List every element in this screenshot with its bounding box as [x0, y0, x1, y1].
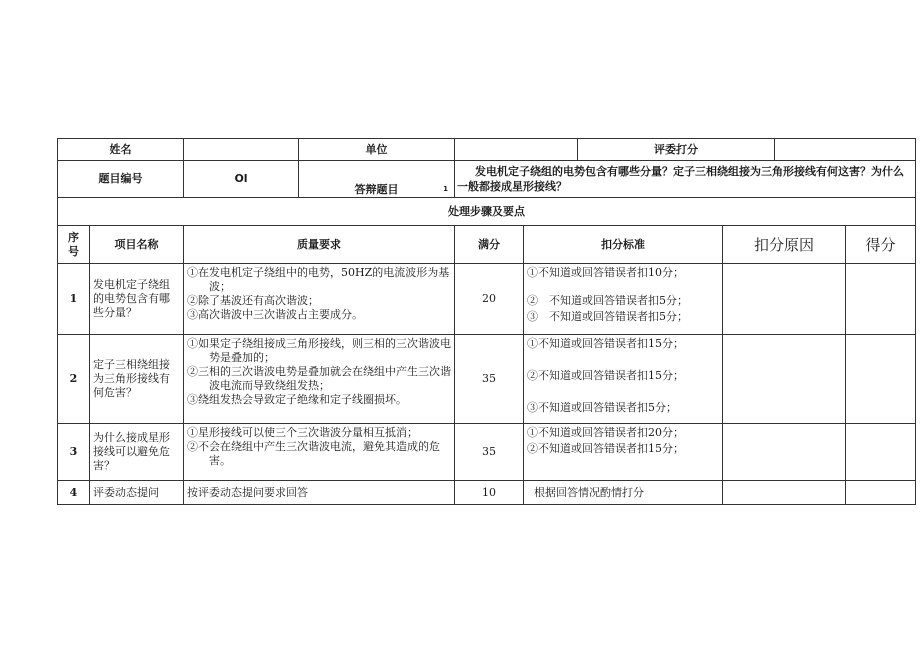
col-reason: 扣分原因: [723, 226, 846, 264]
col-quality: 质量要求: [184, 226, 455, 264]
standard-line: ②不知道或回答错误者扣15分；: [527, 442, 684, 455]
name-label: 姓名: [58, 139, 184, 161]
standard-line: ③不知道或回答错误者扣5分；: [527, 401, 677, 414]
row-standard: [524, 335, 723, 424]
row-no: 2: [58, 335, 90, 424]
quality-line: ②除了基波还有高次谐波；: [187, 294, 319, 307]
table-row: [58, 335, 916, 424]
table-row: [58, 424, 916, 481]
row-score[interactable]: [846, 424, 916, 481]
standard-line: ①不知道或回答错误者扣15分；: [527, 337, 684, 350]
row-quality: [184, 264, 455, 335]
table-row: [58, 264, 916, 335]
row-score[interactable]: [846, 335, 916, 424]
quality-line: 势是叠加的；: [209, 351, 275, 364]
standard-line: ①不知道或回答错误者扣20分；: [527, 426, 684, 439]
header-row-1: [58, 139, 916, 161]
question-no-label: 题目编号: [58, 161, 184, 198]
row-quality: 按评委动态提问要求回答: [184, 481, 455, 505]
question-text: 发电机定子绕组的电势包含有哪些分量？定子三相绕组接为三角形接线有何这害？为什么一般都接成星形接线？: [455, 161, 916, 198]
quality-line: 波；: [209, 280, 231, 293]
unit-label: 单位: [299, 139, 455, 161]
quality-line: ①在发电机定子绕组中的电势，50HZ的电流波形为基: [187, 266, 450, 279]
unit-value[interactable]: [455, 139, 578, 161]
col-no: 序号: [58, 226, 90, 264]
row-score[interactable]: [846, 264, 916, 335]
row-full: 10: [455, 481, 524, 505]
col-score: 得分: [846, 226, 916, 264]
row-reason[interactable]: [723, 424, 846, 481]
section-row: [58, 198, 916, 226]
name-value[interactable]: [184, 139, 299, 161]
row-quality: [184, 335, 455, 424]
section-title: 处理步骤及要点: [58, 198, 916, 226]
row-reason[interactable]: [723, 335, 846, 424]
quality-line: ②三相的三次谐波电势是叠加就会在绕组中产生三次谐: [187, 365, 451, 378]
row-item: 发电机定子绕组的电势包含有哪些分量？: [90, 264, 184, 335]
row-full: 35: [455, 335, 524, 424]
column-header-row: [58, 226, 916, 264]
header-row-2: [58, 161, 916, 198]
quality-line: ③高次谐波中三次谐波占主要成分。: [187, 308, 363, 321]
col-item: 项目名称: [90, 226, 184, 264]
row-item: 评委动态提问: [90, 481, 184, 505]
question-label-cell: [299, 161, 455, 198]
judge-score-value[interactable]: [775, 139, 916, 161]
row-no: 4: [58, 481, 90, 505]
col-standard: 扣分标准: [524, 226, 723, 264]
standard-line: ③ 不知道或回答错误者扣5分；: [527, 310, 688, 323]
row-quality: [184, 424, 455, 481]
question-label: 答辩题目: [354, 183, 399, 196]
quality-line: ①星形接线可以使三个三次谐波分量相互抵消；: [187, 426, 418, 439]
quality-line: ③绕组发热会导致定子绝缘和定子线圈损坏。: [187, 393, 407, 406]
row-standard: [524, 264, 723, 335]
row-item: 为什么接成星形接线可以避免危害？: [90, 424, 184, 481]
row-item: 定子三相绕组接为三角形接线有何危害？: [90, 335, 184, 424]
row-no: 3: [58, 424, 90, 481]
table-row: [58, 481, 916, 505]
evaluation-sheet: [57, 138, 916, 505]
quality-line: ①如果定子绕组接成三角形接线，则三相的三次谐波电: [187, 337, 451, 350]
col-full: 满分: [455, 226, 524, 264]
quality-line: 害。: [209, 454, 231, 467]
row-reason[interactable]: [723, 264, 846, 335]
judge-score-label: 评委打分: [578, 139, 775, 161]
quality-line: ②不会在绕组中产生三次谐波电流，避免其造成的危: [187, 440, 440, 453]
evaluation-table: [57, 138, 916, 505]
row-score[interactable]: [846, 481, 916, 505]
standard-line: ②不知道或回答错误者扣15分；: [527, 369, 684, 382]
question-mark: 1: [443, 185, 448, 193]
quality-line: 波电流而导致绕组发热；: [209, 379, 330, 392]
row-no: 1: [58, 264, 90, 335]
row-full: 20: [455, 264, 524, 335]
row-full: 35: [455, 424, 524, 481]
row-standard: 根据回答情况酌情打分: [524, 481, 723, 505]
standard-line: ② 不知道或回答错误者扣5分；: [527, 294, 688, 307]
row-reason[interactable]: [723, 481, 846, 505]
row-standard: [524, 424, 723, 481]
standard-line: ①不知道或回答错误者扣10分；: [527, 266, 684, 279]
question-no-value: Ol: [184, 161, 299, 198]
